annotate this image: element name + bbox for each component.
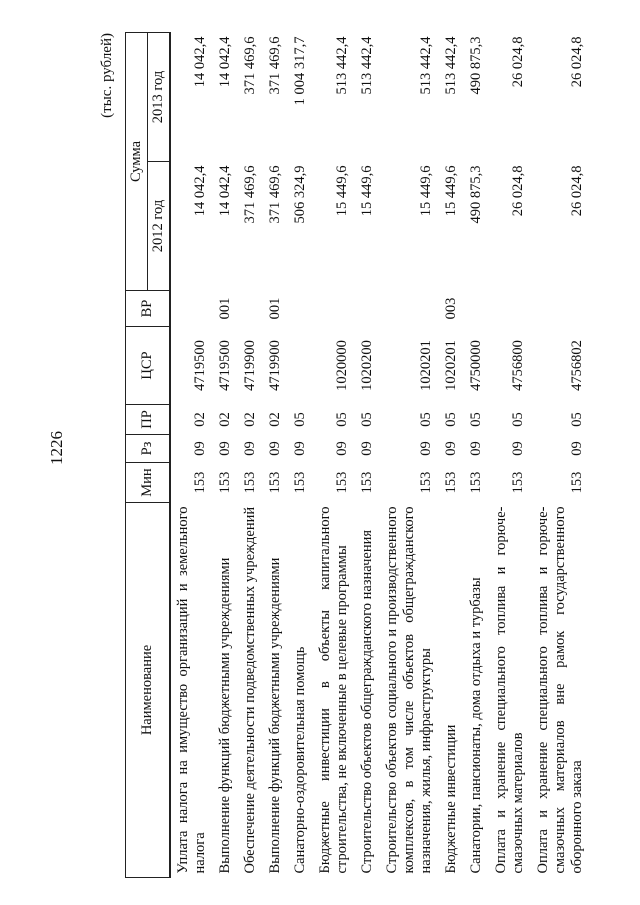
- row-value-2013: 490 875,3: [468, 36, 484, 95]
- table-header: [126, 33, 171, 878]
- row-vr: [313, 291, 355, 327]
- row-value-2013: 14 042,4: [217, 36, 233, 88]
- row-rz: 09: [359, 441, 375, 456]
- row-name: Оплата и хранение специального топлива и горюче-смазочных материалов вне рамок государственного оборонного заказа: [535, 506, 585, 874]
- row-value-2013: 371 469,6: [267, 36, 283, 95]
- row-rz: 09: [192, 441, 208, 456]
- table-row: [531, 33, 590, 878]
- header-pr: ПР: [126, 405, 171, 435]
- header-name: Наименование: [126, 503, 171, 878]
- header-vr: ВР: [126, 291, 171, 327]
- table-row: [170, 33, 213, 878]
- page-number: 1226: [47, 431, 66, 465]
- row-value-2012: 14 042,4: [192, 165, 208, 217]
- units-note: (тыс. рублей): [99, 33, 115, 118]
- row-min: 153: [292, 471, 308, 494]
- row-csr: 1020200: [359, 340, 375, 391]
- row-pr: 05: [292, 412, 308, 427]
- row-rz: 09: [242, 441, 258, 456]
- row-pr: 05: [569, 412, 585, 427]
- row-pr: 02: [217, 412, 233, 427]
- row-min: 153: [418, 471, 434, 494]
- row-name: Обеспечение деятельности подведомственных учреждений: [242, 506, 258, 874]
- row-vr: [380, 291, 439, 327]
- budget-table: [125, 32, 590, 878]
- row-name: Бюджетные инвестиции: [443, 724, 459, 874]
- row-min: 153: [242, 471, 258, 494]
- row-csr: 4756800: [510, 340, 526, 391]
- row-csr: 1020000: [334, 340, 350, 391]
- row-name: Санатории, пансионаты, дома отдыха и турбазы: [468, 577, 484, 874]
- row-min: 153: [217, 471, 233, 494]
- row-rz: 09: [510, 441, 526, 456]
- row-min: 153: [192, 471, 208, 494]
- row-value-2013: 513 442,4: [418, 36, 434, 95]
- header-min: Мин: [126, 463, 171, 503]
- table-row: [439, 33, 464, 878]
- row-name: Строительство объектов общегражданского назначения: [359, 529, 375, 874]
- row-value-2012: 15 449,6: [334, 165, 350, 217]
- row-name: Выполнение функций бюджетными учреждениями: [217, 557, 233, 874]
- table-row: [213, 33, 238, 878]
- row-min: 153: [443, 471, 459, 494]
- header-csr: ЦСР: [126, 327, 171, 405]
- row-csr: 1020201: [418, 340, 434, 391]
- row-pr: 05: [359, 412, 375, 427]
- row-vr: [489, 291, 531, 327]
- table-row: [464, 33, 489, 878]
- row-value-2012: 15 449,6: [418, 165, 434, 217]
- row-pr: 02: [267, 412, 283, 427]
- row-pr: 02: [192, 412, 208, 427]
- row-vr: [464, 291, 489, 327]
- row-rz: 09: [418, 441, 434, 456]
- row-name: Санаторно-оздоровительная помощь: [292, 646, 308, 874]
- row-csr: 4719900: [267, 340, 283, 391]
- row-rz: 09: [569, 441, 585, 456]
- table-row: [489, 33, 531, 878]
- table-row: [288, 33, 313, 878]
- row-pr: 05: [443, 412, 459, 427]
- row-name: Оплата и хранение специального топлива и горюче-смазочных материалов: [493, 506, 526, 874]
- row-name: Строительство объектов социального и производственного комплексов, в том числе объектов общегражданского назначения, жилья, инфраструктуры: [384, 506, 434, 874]
- row-csr: 4750000: [468, 340, 484, 391]
- row-value-2012: 15 449,6: [443, 165, 459, 217]
- row-name: Бюджетные инвестиции в объекты капитального строительства, не включенные в целевые программы: [317, 506, 350, 874]
- row-csr: 4756802: [569, 340, 585, 391]
- header-sum: Сумма: [126, 33, 148, 291]
- row-pr: 02: [242, 412, 258, 427]
- row-vr: 001: [267, 297, 283, 320]
- row-csr: 4719500: [217, 340, 233, 391]
- row-value-2013: 26 024,8: [510, 36, 526, 88]
- table-row: [355, 33, 380, 878]
- row-rz: 09: [267, 441, 283, 456]
- row-min: 153: [334, 471, 350, 494]
- row-value-2012: 371 469,6: [267, 165, 283, 224]
- row-value-2012: 371 469,6: [242, 165, 258, 224]
- row-vr: [531, 291, 590, 327]
- row-pr: 05: [418, 412, 434, 427]
- budget-table-page: [99, 33, 605, 878]
- row-rz: 09: [334, 441, 350, 456]
- row-min: 153: [359, 471, 375, 494]
- table-row: [380, 33, 439, 878]
- header-2012: 2012 год: [148, 162, 171, 291]
- row-min: 153: [468, 471, 484, 494]
- table-row: [263, 33, 288, 878]
- row-value-2013: 371 469,6: [242, 36, 258, 95]
- row-rz: 09: [217, 441, 233, 456]
- row-value-2013: 14 042,4: [192, 36, 208, 88]
- row-rz: 09: [443, 441, 459, 456]
- row-value-2012: 15 449,6: [359, 165, 375, 217]
- row-pr: 05: [510, 412, 526, 427]
- row-value-2012: 506 324,9: [292, 165, 308, 224]
- row-value-2013: 513 442,4: [334, 36, 350, 95]
- row-pr: 05: [468, 412, 484, 427]
- row-csr: 1020201: [443, 340, 459, 391]
- row-rz: 09: [468, 441, 484, 456]
- row-min: 153: [569, 471, 585, 494]
- row-value-2013: 1 004 317,7: [292, 36, 308, 106]
- row-value-2013: 513 442,4: [443, 36, 459, 95]
- row-min: 153: [267, 471, 283, 494]
- row-name: Уплата налога на имущество организаций и земельного налога: [175, 506, 208, 874]
- header-2013: 2013 год: [148, 33, 171, 162]
- row-value-2013: 513 442,4: [359, 36, 375, 95]
- row-vr: 001: [217, 297, 233, 320]
- row-csr: [288, 327, 313, 405]
- row-name: Выполнение функций бюджетными учреждениями: [267, 557, 283, 874]
- row-min: 153: [510, 471, 526, 494]
- table-row: [313, 33, 355, 878]
- row-value-2013: 26 024,8: [569, 36, 585, 88]
- row-vr: 003: [443, 297, 459, 320]
- row-value-2012: 26 024,8: [569, 165, 585, 217]
- row-csr: 4719900: [242, 340, 258, 391]
- row-vr: [355, 291, 380, 327]
- table-row: [238, 33, 263, 878]
- row-csr: 4719500: [192, 340, 208, 391]
- row-value-2012: 26 024,8: [510, 165, 526, 217]
- row-vr: [238, 291, 263, 327]
- header-rz: Рз: [126, 435, 171, 463]
- row-value-2012: 14 042,4: [217, 165, 233, 217]
- row-vr: [170, 291, 213, 327]
- row-value-2012: 490 875,3: [468, 165, 484, 224]
- table-body: [170, 33, 590, 878]
- row-pr: 05: [334, 412, 350, 427]
- row-vr: [288, 291, 313, 327]
- row-rz: 09: [292, 441, 308, 456]
